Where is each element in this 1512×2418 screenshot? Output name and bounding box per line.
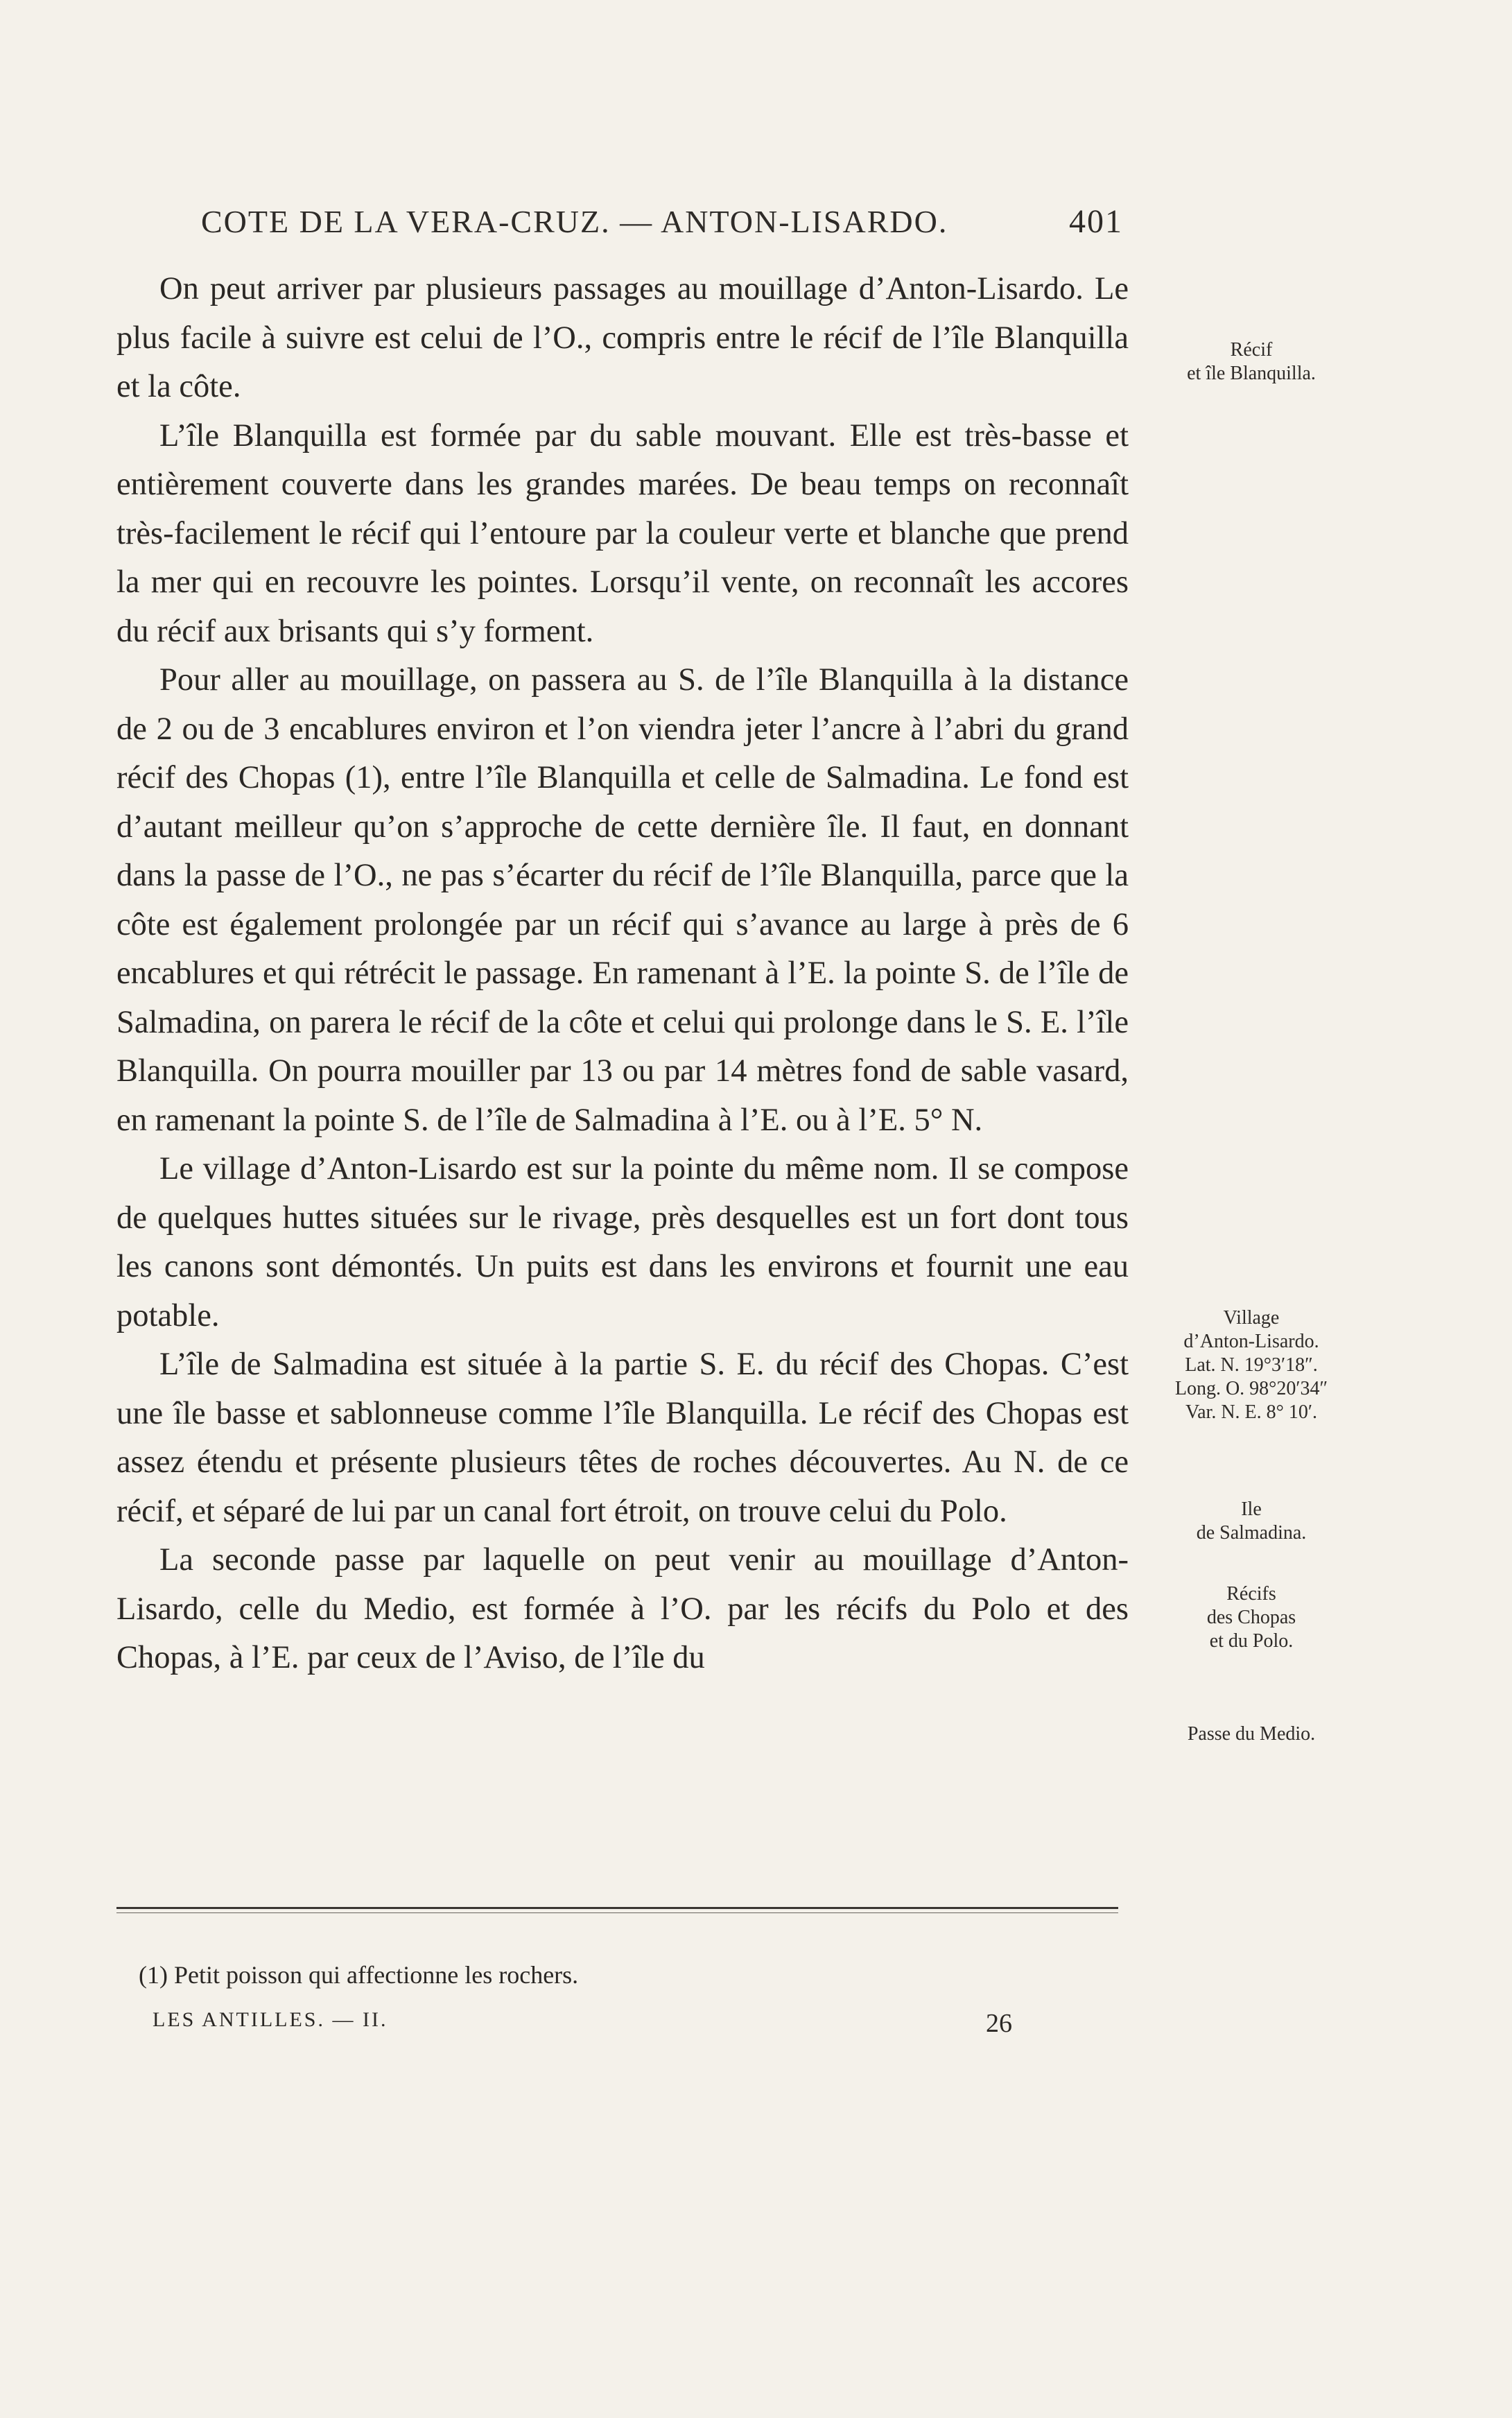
paragraph: L’île de Salmadina est située à la partie S. E. du récif des Chopas. C’est une île basse et sablonneuse comme l’île Blanquilla. Le récif des Chopas est assez étendu et présente plusieurs têtes de roches découvertes. Au N. de ce récif, et séparé de lui par un canal fort étroit, on trouve celui du Polo.	[116, 1347, 1129, 1529]
footnote: (1) Petit poisson qui affectionne les rochers.	[139, 1961, 579, 1989]
signature-title: LES ANTILLES. — II.	[153, 2008, 388, 2031]
footnote-rule-thin	[116, 1912, 1118, 1913]
margin-notes	[1137, 0, 1366, 2418]
paragraph: Le village d’Anton-Lisardo est sur la pointe du même nom. Il se compose de quelques huttes situées sur le rivage, près desquelles est un fort dont tous les canons sont démontés. Un puits est dans les environs et fournit une eau potable.	[116, 1151, 1129, 1333]
paragraph: Pour aller au mouillage, on passera au S. de l’île Blanquilla à la distance de 2 ou de 3 encablures environ et l’on viendra jeter l’ancre à l’abri du grand récif des Chopas (1), entre l’île Blanquilla et celle de Salmadina. Le fond est d’autant meilleur qu’on s’approche de cette dernière île. Il faut, en donnant dans la passe de l’O., ne pas s’écarter du récif de l’île Blanquilla, parce que la côte est également prolongée par un récif qui s’avance au large à près de 6 encablures et qui rétrécit le passage. En ramenant à l’E. la pointe S. de l’île de Salmadina, on parera le récif de la côte et celui qui prolonge dans le S. E. l’île Blanquilla. On pourra mouiller par 13 ou par 14 mètres fond de sable vasard, en ramenant la pointe S. de l’île de Salmadina à l’E. ou à l’E. 5° N.	[116, 662, 1129, 1138]
margin-note-recif-blanquilla: Récif et île Blanquilla.	[1187, 339, 1316, 384]
margin-note-salmadina: Ile de Salmadina.	[1196, 1499, 1307, 1544]
signature-line	[153, 2008, 1012, 2039]
paragraph: La seconde passe par laquelle on peut venir au mouillage d’Anton-Lisardo, celle du Medio, est formée à l’O. par les récifs du Polo et des Chopas, à l’E. par ceux de l’Aviso, de l’île du	[116, 1542, 1129, 1675]
margin-note-passe-medio: Passe du Medio.	[1187, 1723, 1316, 1745]
margin-note-village: Village d’Anton-Lisardo. Lat. N. 19°3′18″. Long. O. 98°20′34″ Var. N. E. 8° 10′.	[1174, 1307, 1328, 1423]
signature-number: 26	[986, 2009, 1012, 2038]
margin-note-chopas-polo: Récifs des Chopas et du Polo.	[1206, 1583, 1296, 1652]
running-head	[201, 202, 1123, 241]
body-text	[116, 265, 1129, 1683]
paragraph: L’île Blanquilla est formée par du sable mouvant. Elle est très-basse et entièrement couverte dans les grandes marées. De beau temps on reconnaît très-facilement le récif qui l’entoure par la couleur verte et blanche que prend la mer qui en recouvre les pointes. Lorsqu’il vente, on reconnaît les accores du récif aux brisants qui s’y forment.	[116, 417, 1129, 649]
footnote-rule	[116, 1907, 1118, 1909]
running-title: COTE DE LA VERA-CRUZ. — ANTON-LISARDO.	[201, 204, 948, 239]
page-number: 401	[1069, 203, 1123, 240]
paragraph: On peut arriver par plusieurs passages au mouillage d’Anton-Lisardo. Le plus facile à suivre est celui de l’O., compris entre le récif de l’île Blanquilla et la côte.	[116, 271, 1129, 404]
